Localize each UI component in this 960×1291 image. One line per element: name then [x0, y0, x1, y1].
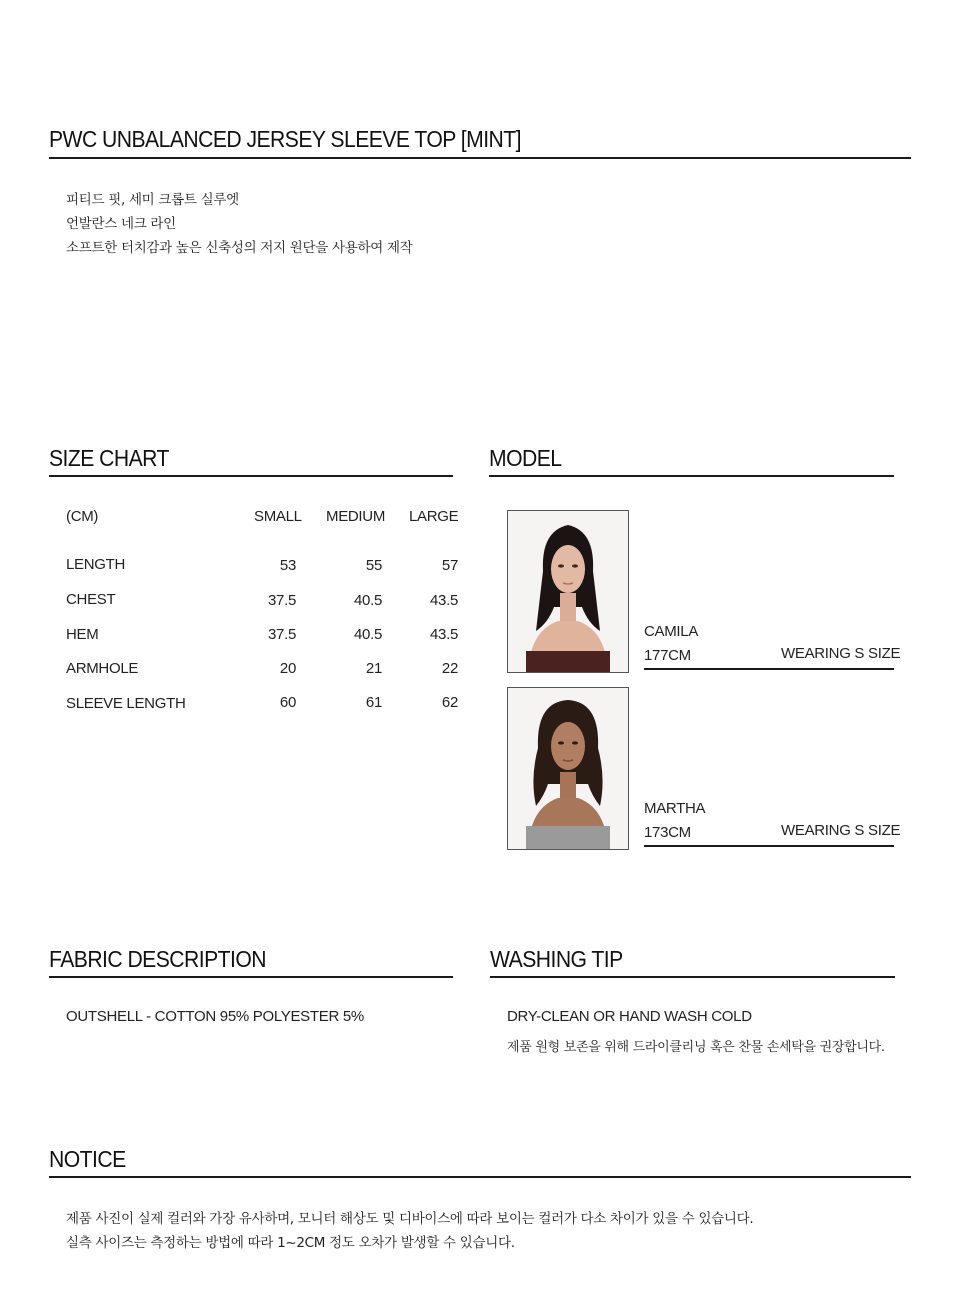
table-cell: 22 — [441, 660, 458, 677]
model-name: MARTHA — [644, 800, 706, 817]
model-height: 173CM — [644, 824, 691, 841]
notice-line: 실측 사이즈는 측정하는 방법에 따라 1~2CM 정도 오차가 발생할 수 있습니다. — [66, 1235, 515, 1251]
notice-divider — [49, 1176, 911, 1178]
title-divider — [49, 157, 911, 159]
model-divider — [489, 475, 894, 477]
row-label-hem: HEM — [66, 626, 99, 643]
product-title: PWC UNBALANCED JERSEY SLEEVE TOP [MINT] — [49, 126, 521, 152]
table-cell: 43.5 — [430, 626, 458, 643]
table-cell: 43.5 — [430, 592, 458, 609]
fabric-divider — [49, 976, 453, 978]
notice-line: 제품 사진이 실제 컬러와 가장 유사하며, 모니터 해상도 및 디바이스에 따라 보이는 컬러가 다소 차이가 있을 수 있습니다. — [66, 1211, 754, 1227]
table-cell: 55 — [365, 557, 382, 574]
model-name: CAMILA — [644, 623, 699, 640]
fabric-heading: FABRIC DESCRIPTION — [49, 946, 266, 972]
washing-instruction-kr: 제품 원형 보존을 위해 드라이클리닝 혹은 찬물 손세탁을 권장합니다. — [507, 1040, 885, 1055]
row-label-armhole: ARMHOLE — [66, 660, 139, 677]
table-cell: 21 — [365, 660, 382, 677]
size-chart-divider — [49, 475, 453, 477]
column-header-medium: MEDIUM — [326, 508, 386, 525]
column-header-large: LARGE — [409, 508, 459, 525]
row-label-chest: CHEST — [66, 591, 116, 608]
fabric-composition: OUTSHELL - COTTON 95% POLYESTER 5% — [66, 1008, 364, 1025]
table-cell: 37.5 — [268, 592, 296, 609]
description-line: 소프트한 터치감과 높은 신축성의 저지 원단을 사용하여 제작 — [66, 240, 413, 256]
table-cell: 53 — [279, 557, 296, 574]
table-cell: 20 — [279, 660, 296, 677]
table-cell: 37.5 — [268, 626, 296, 643]
column-header-small: SMALL — [254, 508, 302, 525]
table-cell: 57 — [441, 557, 458, 574]
row-label-sleeve-length: SLEEVE LENGTH — [66, 695, 186, 712]
table-cell: 62 — [441, 694, 458, 711]
description-line: 언발란스 네크 라인 — [66, 216, 176, 232]
size-chart-heading: SIZE CHART — [49, 445, 169, 471]
model-photo-martha — [507, 687, 629, 850]
washing-instruction: DRY-CLEAN OR HAND WASH COLD — [507, 1008, 752, 1025]
washing-divider — [490, 976, 895, 978]
row-label-length: LENGTH — [66, 556, 126, 573]
model-divider-camila — [644, 668, 894, 670]
table-cell: 61 — [365, 694, 382, 711]
table-cell: 60 — [279, 694, 296, 711]
unit-label: (CM) — [66, 508, 99, 525]
model-heading: MODEL — [489, 445, 562, 471]
washing-heading: WASHING TIP — [490, 946, 623, 972]
model-wearing-size: WEARING S SIZE — [781, 822, 901, 839]
model-height: 177CM — [644, 647, 691, 664]
notice-heading: NOTICE — [49, 1146, 126, 1172]
table-cell: 40.5 — [354, 592, 382, 609]
description-line: 피티드 핏, 세미 크롭트 실루엣 — [66, 192, 239, 208]
model-divider-martha — [644, 845, 894, 847]
model-photo-camila — [507, 510, 629, 673]
model-wearing-size: WEARING S SIZE — [781, 645, 901, 662]
table-cell: 40.5 — [354, 626, 382, 643]
